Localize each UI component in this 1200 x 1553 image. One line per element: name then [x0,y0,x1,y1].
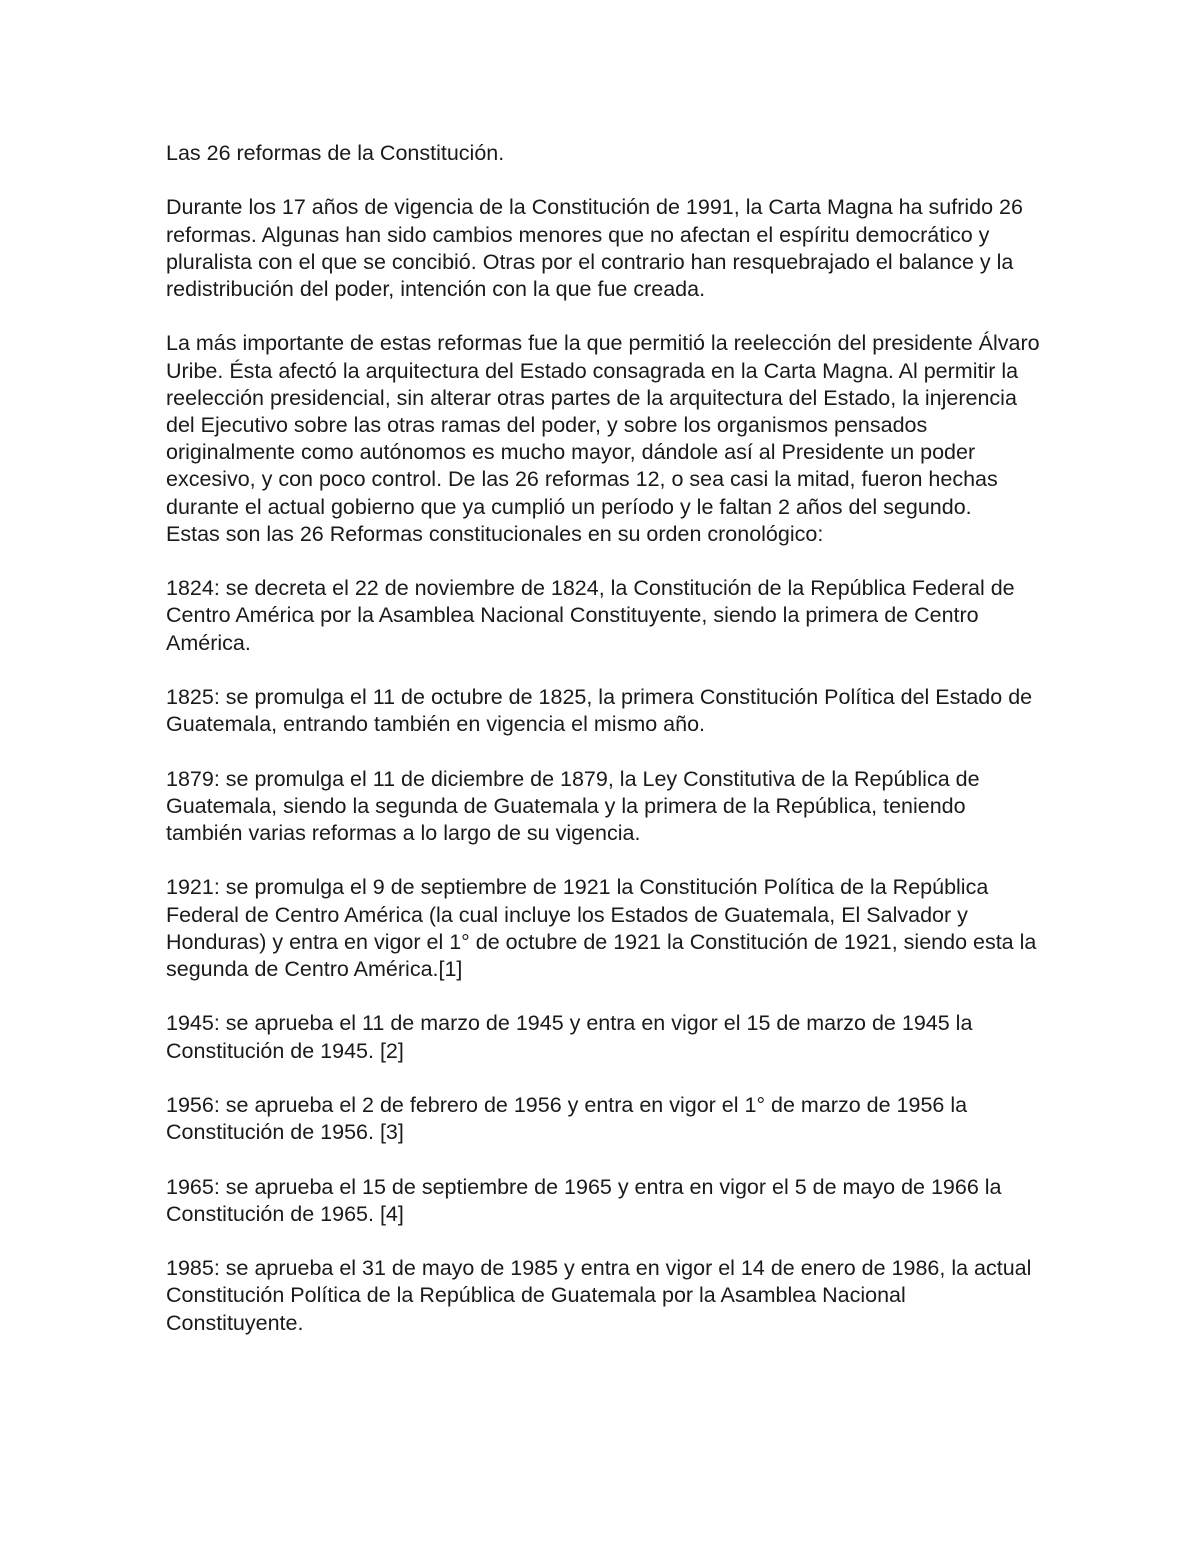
paragraph-gap [166,548,1046,575]
paragraph-gap [166,738,1046,765]
paragraph-gap [166,1146,1046,1173]
paragraph-gap [166,1065,1046,1092]
entry-1956: 1956: se aprueba el 2 de febrero de 1956 y entra en vigor el 1° de marzo de 1956 la Constitución de 1956. [3] [166,1092,968,1145]
paragraph-gap [166,167,1046,194]
paragraph-gap [166,657,1046,684]
paragraph-gap [166,1228,1046,1255]
paragraph-gap [166,847,1046,874]
entry-1985: 1985: se aprueba el 31 de mayo de 1985 y entra en vigor el 14 de enero de 1986, la actual Constitución Política de la República de Guatemala por la Asamblea Nacional Constituyente. [166,1256,1032,1335]
entry-1825: 1825: se promulga el 11 de octubre de 1825, la primera Constitución Política del Estado de Guatemala, entrando también en vigencia el mismo año. [166,685,1033,737]
entry-1879: 1879: se promulga el 11 de diciembre de 1879, la Ley Constitutiva de la República de Guatemala, siendo la segunda de Guatemala y la primera de la República, teniendo también varias reformas a lo largo de su vigencia. [166,766,980,845]
entry-1921: 1921: se promulga el 9 de septiembre de 1921 la Constitución Política de la República Federal de Centro América (la cual incluye los Estados de Guatemala, El Salvador y Honduras) y entra en vigor el 1° de octubre de 1921 la Constitución de 1921, siendo esta la segunda de Centro América.[1] [166,875,1037,981]
entry-1824: 1824: se decreta el 22 de noviembre de 1824, la Constitución de la República Federal de Centro América por la Asamblea Nacional Constituyente, siendo la primera de Centro América. [166,576,1015,655]
entry-1945: 1945: se aprueba el 11 de marzo de 1945 y entra en vigor el 15 de marzo de 1945 la Constitución de 1945. [2] [166,1011,973,1063]
intro-paragraph: Durante los 17 años de vigencia de la Constitución de 1991, la Carta Magna ha sufrido 26 reformas. Algunas han sido cambios menores que no afectan el espíritu democrático y pluralista con el que se concibió. Otras por el contrario han resquebrajado el balance y la redistribución del poder, intención con la que fue creada. [166,195,1023,301]
paragraph-gap [166,303,1046,330]
document-title: Las 26 reformas de la Constitución. [166,141,505,165]
document-body [166,140,1046,1337]
list-intro: Estas son las 26 Reformas constitucionales en su orden cronológico: [166,521,824,546]
paragraph-gap [166,983,1046,1010]
entry-1965: 1965: se aprueba el 15 de septiembre de 1965 y entra en vigor el 5 de mayo de 1966 la Constitución de 1965. [4] [166,1174,1002,1226]
reelection-paragraph: La más importante de estas reformas fue la que permitió la reelección del presidente Álvaro Uribe. Ésta afectó la arquitectura del Estado consagrada en la Carta Magna. Al permitir la reelección presidencial, sin alterar otras partes de la arquitectura del Estado, la injerencia del Ejecutivo sobre las otras ramas del poder, y sobre los organismos pensados originalmente como autónomos es mucho mayor, dándole así al Presidente un poder excesivo, y con poco control. De las 26 reformas 12, o sea casi la mitad, fueron hechas durante el actual gobierno que ya cumplió un período y le faltan 2 años del segundo. [166,331,1040,519]
